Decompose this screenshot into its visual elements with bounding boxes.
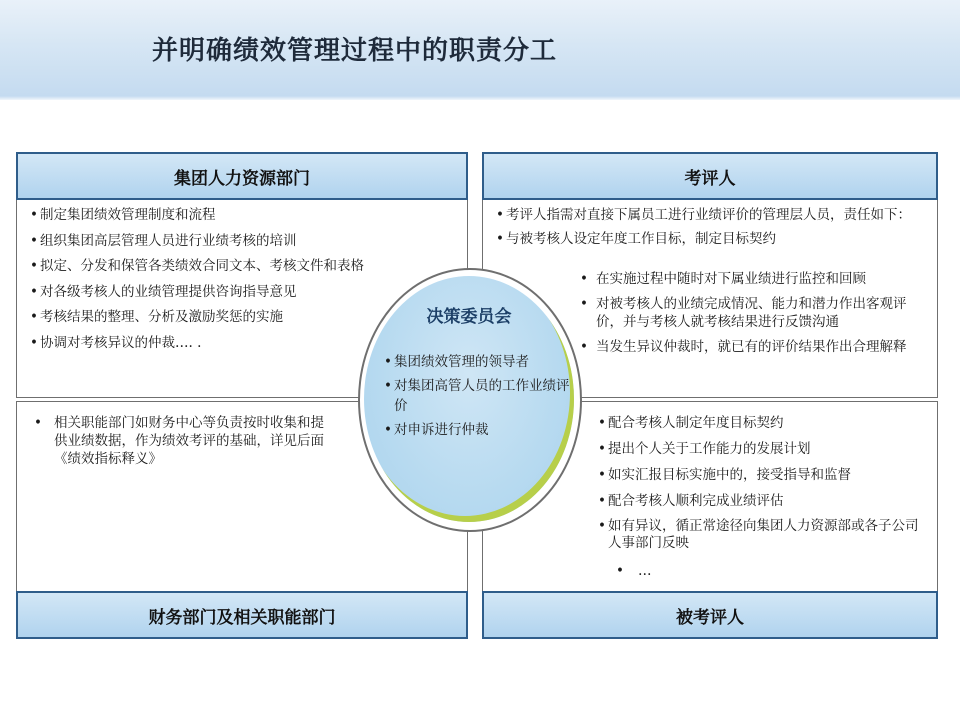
ellipsis-text: …: [638, 563, 652, 579]
list-item: • 相关职能部门如财务中心等负责按时收集和提供业绩数据，作为绩效考评的基础，详见后面《绩效指标释义》: [34, 414, 334, 468]
list-item: • 提出个人关于工作能力的发展计划: [598, 440, 928, 458]
list-item: • 制定集团绩效管理制度和流程: [30, 206, 460, 224]
finance-department-header: 财务部门及相关职能部门: [16, 591, 468, 639]
evaluatee-header: 被考评人: [482, 591, 938, 639]
list-item: • 与被考核人设定年度工作目标，制定目标契约: [496, 230, 916, 248]
list-item: • 协调对考核异议的仲裁…. .: [30, 334, 460, 352]
list-item: • 考评人指需对直接下属员工进行业绩评价的管理层人员，责任如下：: [496, 206, 916, 224]
list-item: • 当发生异议仲裁时，就已有的评价结果作出合理解释: [580, 338, 930, 356]
list-item: • 对申诉进行仲裁: [384, 420, 572, 440]
list-item: • 对被考核人的业绩完成情况、能力和潜力作出客观评价，并与考核人就考核结果进行反馈沟通: [580, 295, 930, 331]
list-item: • 考核结果的整理、分析及激励奖惩的实施: [30, 308, 460, 326]
decision-committee-title: 决策委员会: [426, 307, 512, 327]
hr-department-header: 集团人力资源部门: [16, 152, 468, 200]
evaluatee-duties: [598, 414, 928, 560]
evaluator-header: 考评人: [482, 152, 938, 200]
page-title: 并明确绩效管理过程中的职责分工: [152, 36, 558, 66]
list-item: • 拟定、分发和保管各类绩效合同文本、考核文件和表格: [30, 257, 460, 275]
decision-committee-duties: [384, 352, 572, 444]
evaluator-sub-duties: [580, 270, 930, 363]
list-item: • 如有异议，循正常途径向集团人力资源部或各子公司人事部门反映: [598, 518, 928, 552]
list-item: • 在实施过程中随时对下属业绩进行监控和回顾: [580, 270, 930, 288]
list-item: • 如实汇报目标实施中的，接受指导和监督: [598, 466, 928, 484]
list-item: • 对集团高管人员的工作业绩评价: [384, 376, 572, 416]
list-item: • 组织集团高层管理人员进行业绩考核的培训: [30, 232, 460, 250]
evaluator-duties: [496, 206, 916, 254]
finance-department-duties: [34, 414, 334, 476]
list-item: • 配合考核人顺利完成业绩评估: [598, 492, 928, 510]
more-items-indicator: • …: [616, 563, 652, 579]
list-item: • 对各级考核人的业绩管理提供咨询指导意见: [30, 283, 460, 301]
list-item: • 配合考核人制定年度目标契约: [598, 414, 928, 432]
list-item: • 集团绩效管理的领导者: [384, 352, 572, 372]
